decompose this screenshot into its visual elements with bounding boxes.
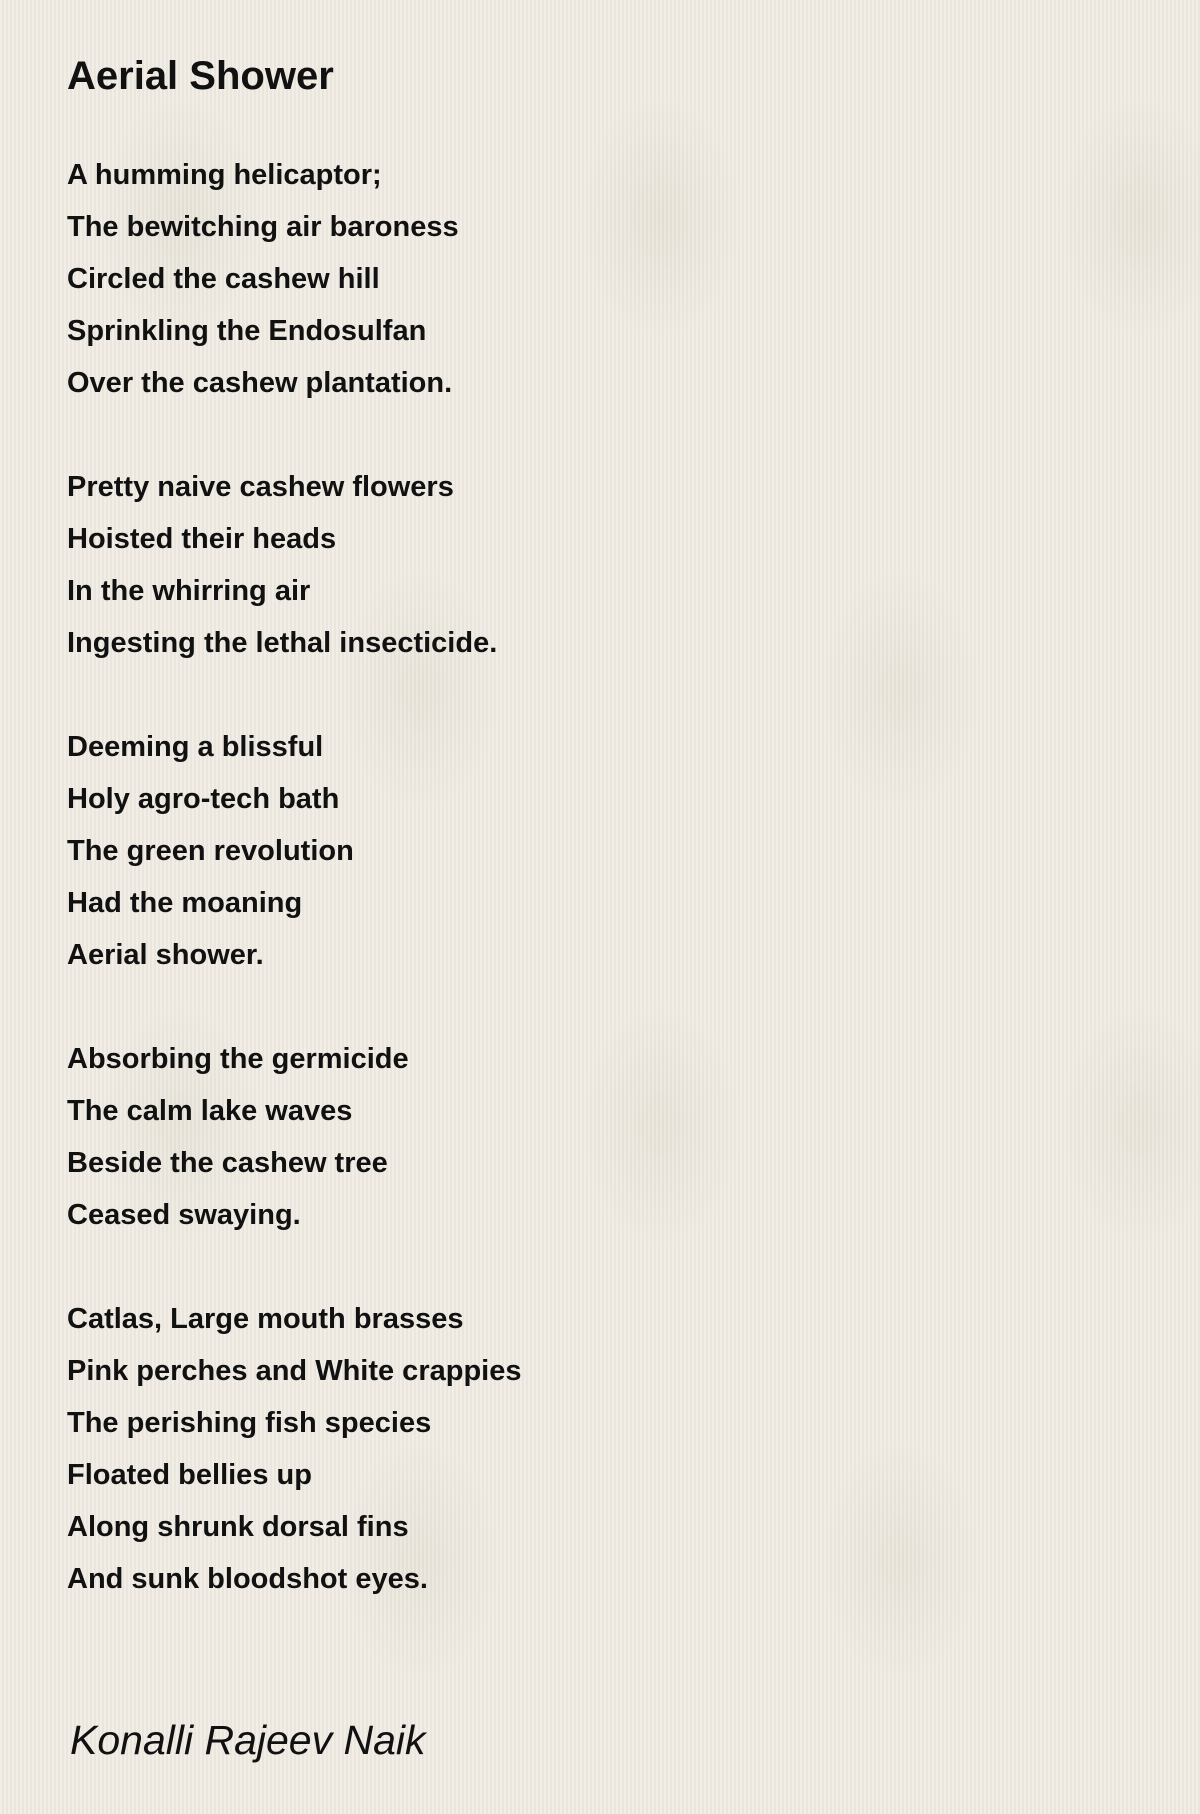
poem-line: Ceased swaying. [67, 1199, 301, 1231]
poem-line: A humming helicaptor; [67, 159, 382, 191]
poem-line: Deeming a blissful [67, 731, 324, 763]
poem-body [67, 149, 967, 1657]
poem-line: Floated bellies up [67, 1459, 312, 1491]
stanza-4 [67, 1033, 967, 1241]
poem-line: Aerial shower. [67, 939, 264, 971]
poem-line: Absorbing the germicide [67, 1043, 409, 1075]
poem-line: Catlas, Large mouth brasses [67, 1303, 464, 1335]
poem-line: Ingesting the lethal insecticide. [67, 627, 498, 659]
poem-line: Sprinkling the Endosulfan [67, 315, 427, 347]
poem-title: Aerial Shower [67, 54, 334, 98]
poem-author: Konalli Rajeev Naik [70, 1717, 426, 1763]
poem-line: Along shrunk dorsal fins [67, 1511, 409, 1543]
poem-line: The bewitching air baroness [67, 211, 459, 243]
poem-line: In the whirring air [67, 575, 311, 607]
poem-line: And sunk bloodshot eyes. [67, 1563, 428, 1595]
stanza-1 [67, 149, 967, 409]
poem-line: Beside the cashew tree [67, 1147, 388, 1179]
poem-line: The green revolution [67, 835, 354, 867]
stanza-3 [67, 721, 967, 981]
poem-line: Holy agro-tech bath [67, 783, 340, 815]
stanza-2 [67, 461, 967, 669]
poem-line: Had the moaning [67, 887, 303, 919]
poem-line: Hoisted their heads [67, 523, 337, 555]
poem-line: Pretty naive cashew flowers [67, 471, 454, 503]
poem-line: The perishing fish species [67, 1407, 432, 1439]
poem-line: The calm lake waves [67, 1095, 353, 1127]
poem-line: Over the cashew plantation. [67, 367, 453, 399]
poem-line: Pink perches and White crappies [67, 1355, 522, 1387]
poem-line: Circled the cashew hill [67, 263, 380, 295]
stanza-5 [67, 1293, 967, 1605]
